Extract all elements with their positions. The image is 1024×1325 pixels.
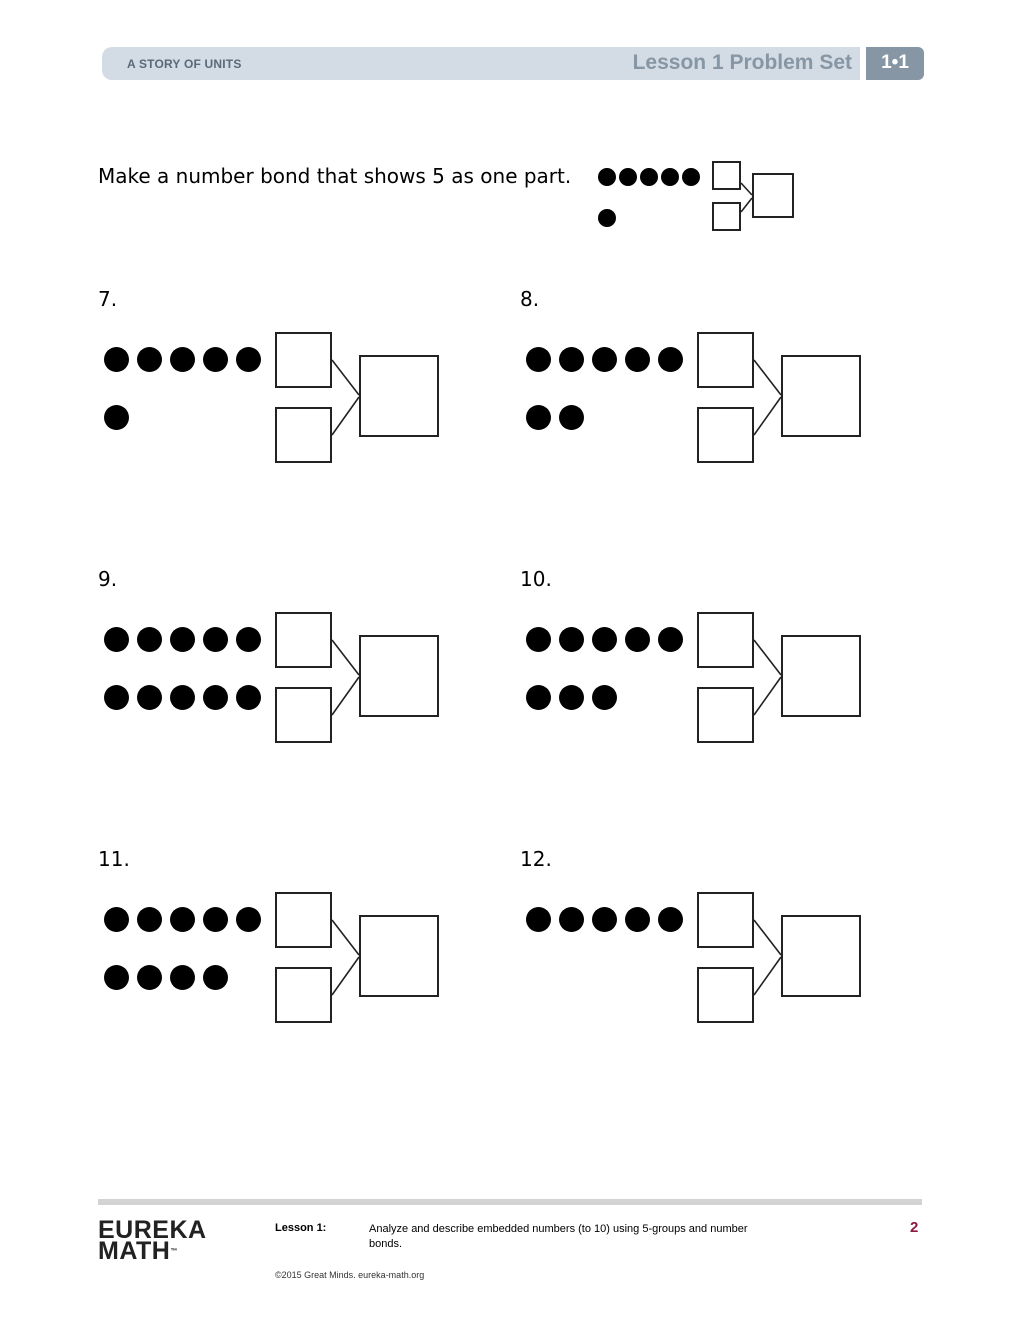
eureka-math-logo	[98, 1216, 207, 1265]
lesson-title: Lesson 1 Problem Set	[632, 51, 852, 74]
grade-module-badge: 1•1	[866, 47, 924, 80]
instruction-text: Make a number bond that shows 5 as one part.	[98, 164, 572, 188]
bond-lines-segment-1	[754, 920, 781, 955]
problem-number: 12.	[520, 847, 552, 871]
problem-number: 9.	[98, 567, 118, 591]
problem-number: 7.	[98, 287, 118, 311]
logo-trademark: ™	[170, 1248, 178, 1255]
logo-line-1: EUREKA	[98, 1216, 207, 1244]
problem-number: 10.	[520, 567, 552, 591]
problem-number: 11.	[98, 847, 130, 871]
footer-rule	[98, 1199, 922, 1205]
logo-line-2: MATH™	[98, 1237, 178, 1265]
page-number: 2	[910, 1219, 919, 1236]
copyright: ©2015 Great Minds. eureka-math.org	[275, 1270, 425, 1280]
bond-lines-segment-2	[754, 957, 781, 995]
footer-lesson-label: Lesson 1:	[275, 1222, 327, 1234]
series-title: A STORY OF UNITS	[127, 57, 242, 71]
footer-lesson-description: Analyze and describe embedded numbers (to 10) using 5-groups and number bonds.	[369, 1223, 748, 1250]
problem-number: 8.	[520, 287, 540, 311]
